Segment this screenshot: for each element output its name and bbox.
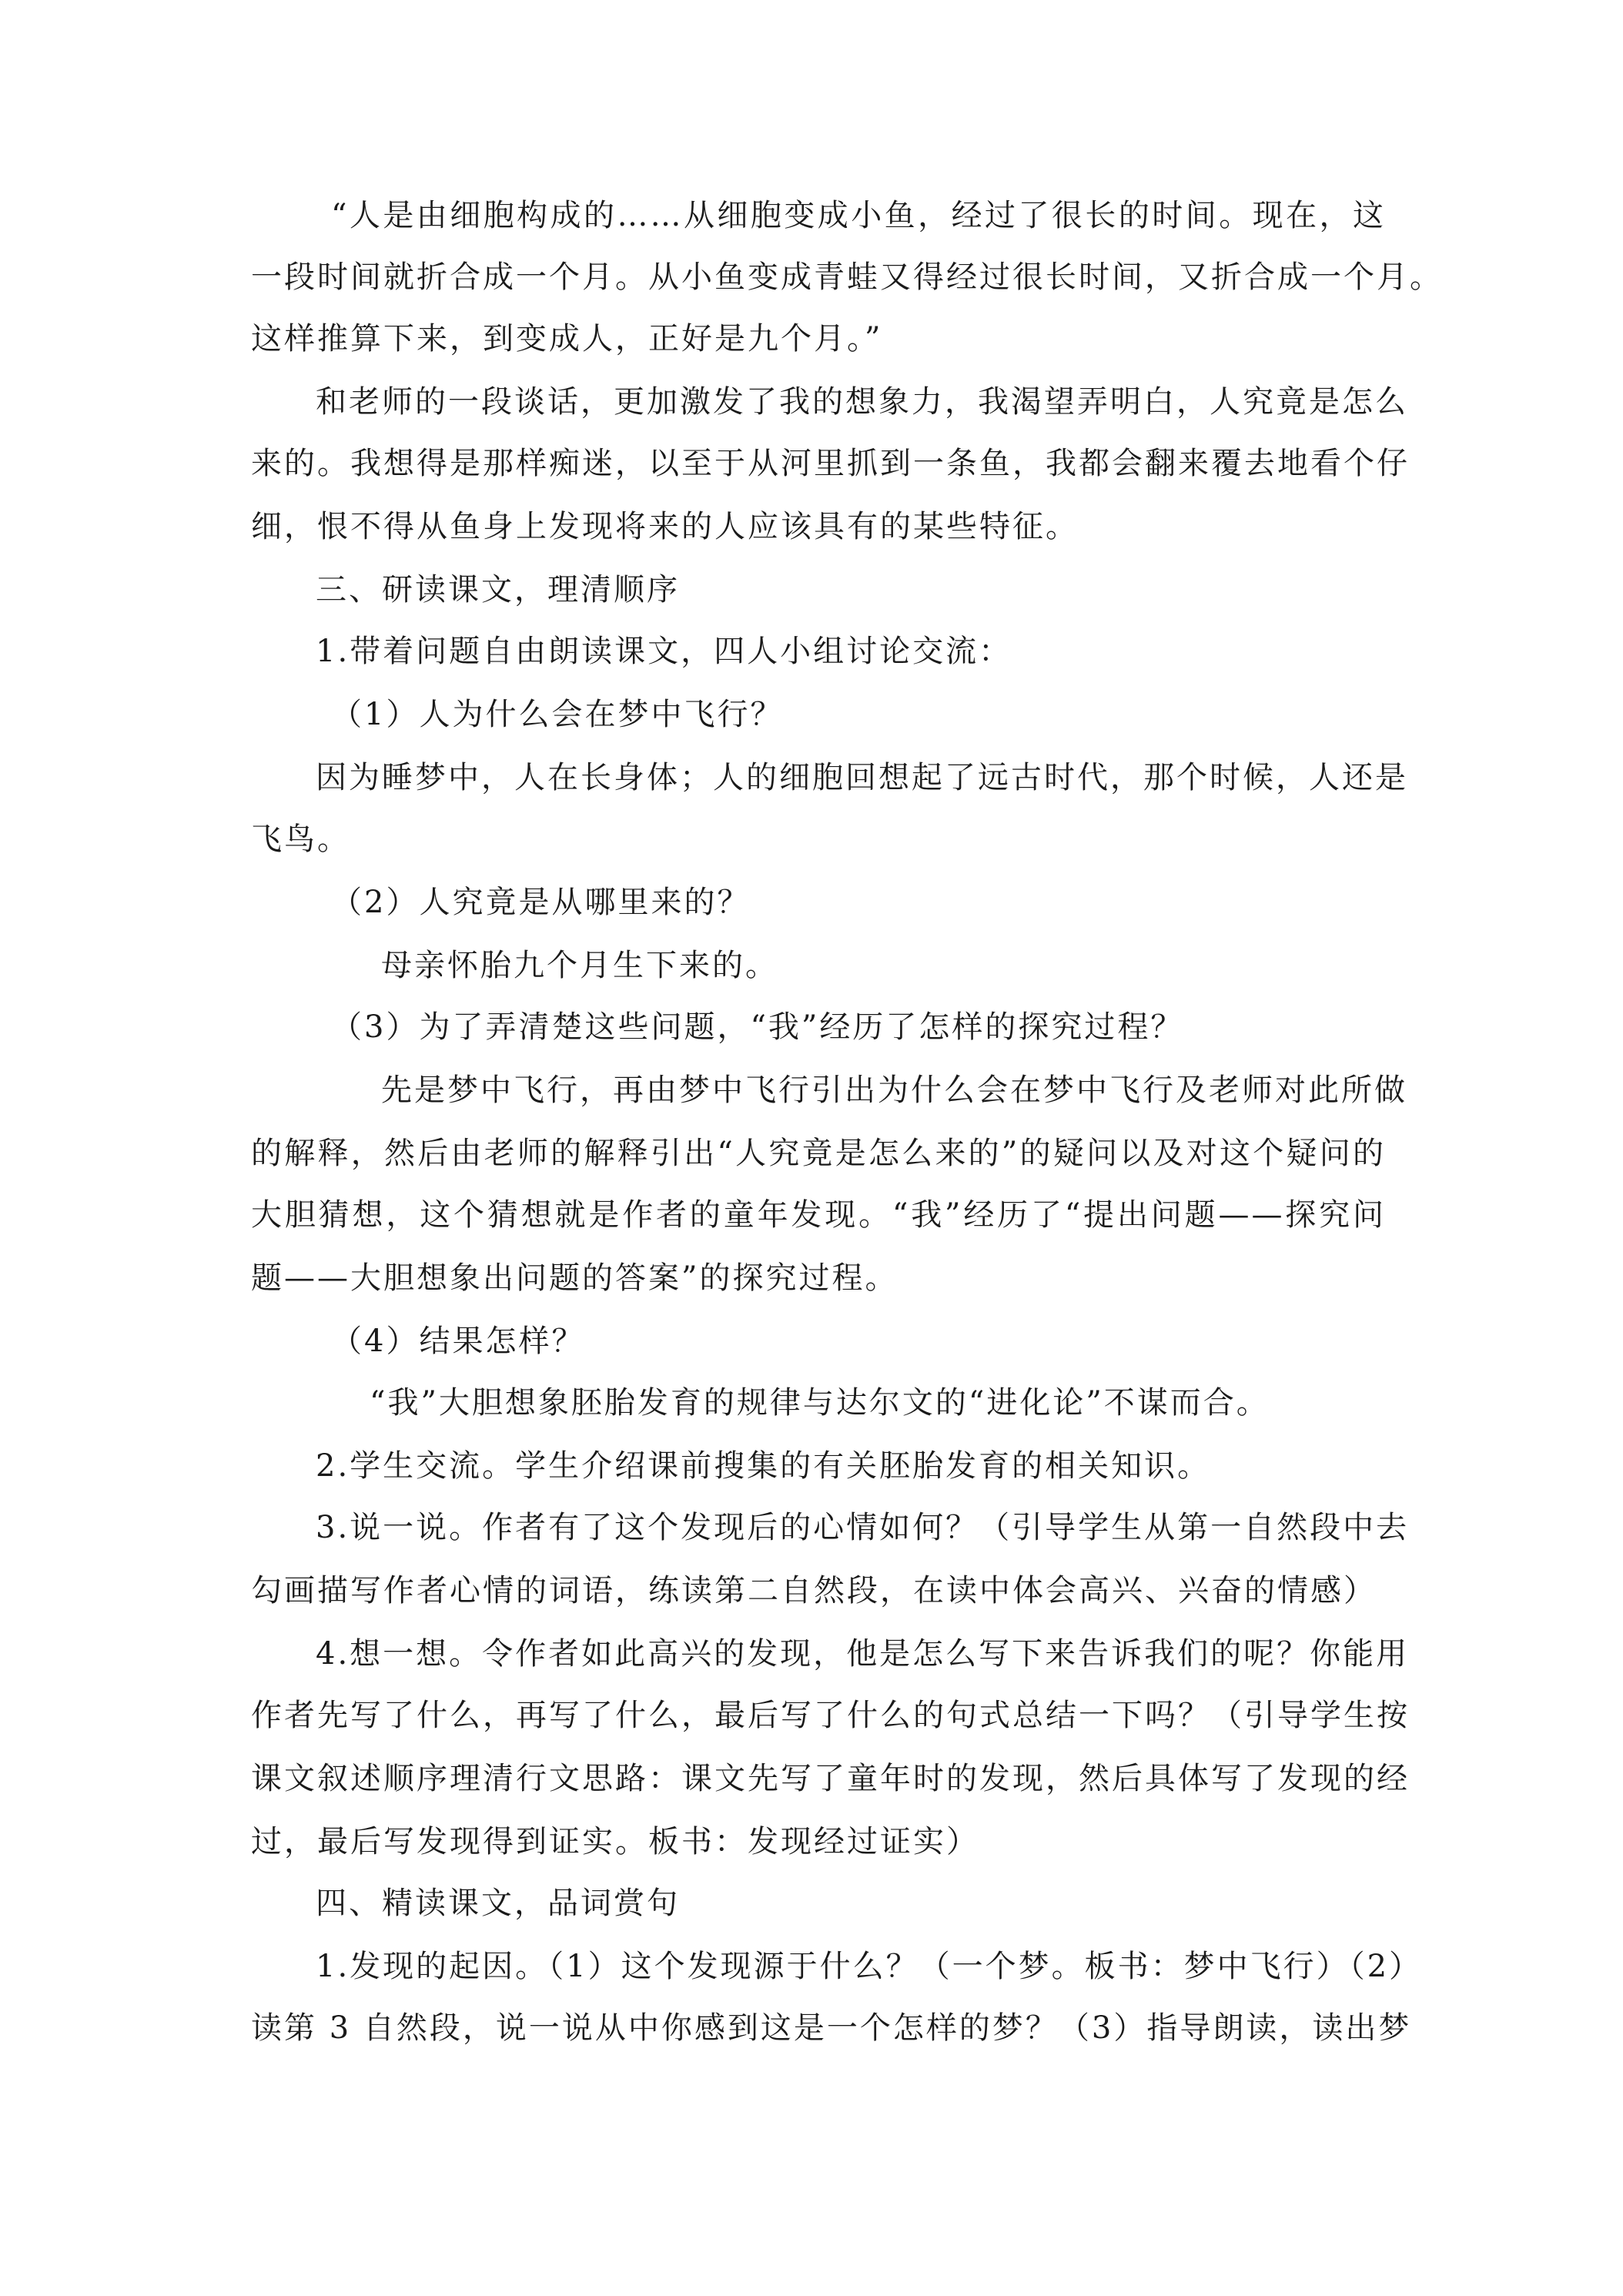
text-line: 这样推算下来，到变成人，正好是九个月。” [251,321,883,356]
text-line: 1.发现的起因。（1）这个发现源于什么？（一个梦。板书：梦中飞行）（2） [316,1949,1423,1984]
text-line: 大胆猜想，这个猜想就是作者的童年发现。“我”经历了“提出问题——探究问 [251,1197,1386,1233]
text-line: 来的。我想得是那样痴迷，以至于从河里抓到一条鱼，我都会翻来覆去地看个仔 [251,446,1410,481]
text-line: 因为睡梦中，人在长身体；人的细胞回想起了远古时代，那个时候，人还是 [316,760,1408,795]
text-line: “人是由细胞构成的……从细胞变成小鱼，经过了很长的时间。现在，这 [331,198,1386,233]
text-line: 的解释，然后由老师的解释引出“人究竟是怎么来的”的疑问以及对这个疑问的 [251,1136,1386,1171]
text-line: 4.想一想。令作者如此高兴的发现，他是怎么写下来告诉我们的呢？你能用 [316,1636,1410,1672]
text-line: 题——大胆想象出问题的答案”的探究过程。 [251,1260,899,1296]
text-line: 2.学生交流。学生介绍课前搜集的有关胚胎发育的相关知识。 [316,1448,1211,1484]
text-line: 课文叙述顺序理清行文思路：课文先写了童年时的发现，然后具体写了发现的经 [251,1761,1410,1796]
question-line: （1）人为什么会在梦中飞行？ [331,697,784,732]
text-line: 和老师的一段谈话，更加激发了我的想象力，我渴望弄明白，人究竟是怎么 [316,384,1408,420]
text-line: 飞鸟。 [251,822,350,857]
question-line: （4）结果怎样？ [331,1324,585,1359]
text-line: 勾画描写作者心情的词语，练读第二自然段，在读中体会高兴、兴奋的情感） [251,1573,1377,1608]
section-heading: 三、研读课文，理清顺序 [316,572,680,607]
answer-line: “我”大胆想象胚胎发育的规律与达尔文的“进化论”不谋而合。 [370,1385,1270,1421]
section-heading: 四、精读课文，品词赏句 [316,1886,680,1921]
text-line: 3.说一说。作者有了这个发现后的心情如何？（引导学生从第一自然段中去 [316,1510,1410,1545]
answer-line: 母亲怀胎九个月生下来的。 [381,948,778,983]
text-line: 1.带着问题自由朗读课文，四人小组讨论交流： [316,634,1012,669]
text-line: 读第 3 自然段，说一说从中你感到这是一个怎样的梦？（3）指导朗读，读出梦 [251,2010,1412,2046]
question-line: （3）为了弄清楚这些问题，“我”经历了怎样的探究过程？ [331,1009,1184,1045]
text-line: 一段时间就折合成一个月。从小鱼变成青蛙又得经过很长时间，又折合成一个月。 [251,259,1443,295]
question-line: （2）人究竟是从哪里来的？ [331,885,751,920]
text-line: 过，最后写发现得到证实。板书：发现经过证实） [251,1824,979,1859]
answer-line: 先是梦中飞行，再由梦中飞行引出为什么会在梦中飞行及老师对此所做 [381,1073,1407,1108]
text-line: 细，恨不得从鱼身上发现将来的人应该具有的某些特征。 [251,509,1079,544]
text-line: 作者先写了什么，再写了什么，最后写了什么的句式总结一下吗？（引导学生按 [251,1698,1410,1733]
